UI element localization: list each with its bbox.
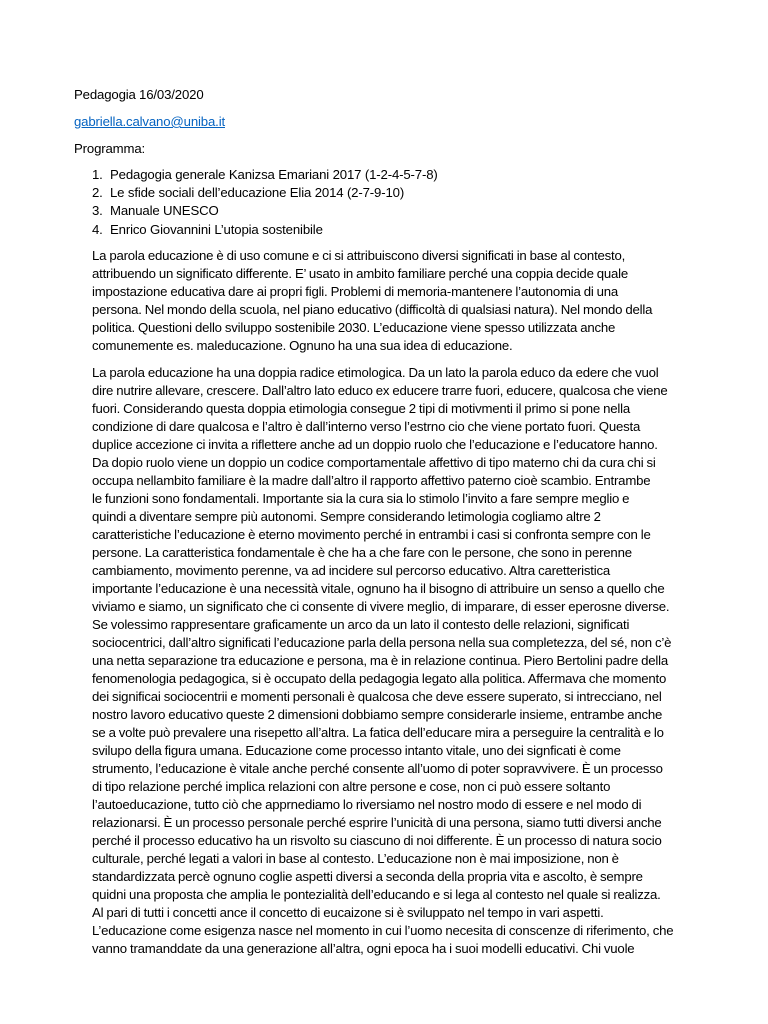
paragraph-line: se a volte può prevalere una risepetto all’altra. La fatica dell’educare mira a perseguire la centralità e lo: [92, 725, 664, 740]
paragraph-line: Al pari di tutti i concetti ance il concetto di eucaizone si è sviluppato nel tempo in vari aspetti.: [92, 905, 604, 920]
paragraph-line: fuori. Considerando questa doppia etimologia consegue 2 tipi di motivmenti il primo si pone nella: [92, 401, 630, 416]
programma-item: 1. Pedagogia generale Kanizsa Emariani 2017 (1-2-4-5-7-8): [92, 167, 438, 182]
paragraph-line: quindi a diventare sempre più autonomi. Sempre considerando letimologia cogliamo altre 2: [92, 509, 601, 524]
paragraph-line: importante l’educazione è una necessità vitale, ognuno ha il bisogno di attribuire un senso a quello che: [92, 581, 665, 596]
paragraph-line: sociocentrici, dall’altro significati l’educazione parla della persona nella sua completezza, del sé, non c’è: [92, 635, 672, 650]
paragraph-line: cambiamento, movimento perenne, va ad incidere sul percorso educativo. Altra caretteristica: [92, 563, 611, 578]
paragraph-line: attribuendo un significato differente. E’ usato in ambito familiare perché una coppia decide quale: [92, 266, 629, 281]
paragraph-line: nostro lavoro educativo queste 2 dimensioni dobbiamo sempre considerarle insieme, entrambe anche: [92, 707, 663, 722]
paragraph-line: Da dopio ruolo viene un doppio un codice comportamentale affettivo di tipo materno chi da cura chi si: [92, 455, 656, 470]
paragraph-line: una netta separazione tra educazione e persona, ma è in relazione continua. Piero Bertolini padre della: [92, 653, 669, 668]
paragraph-line: occupa nellambito familiare è la madre dall’altro il rapporto affettivo paterno cioè scambio. Entrambe: [92, 473, 651, 488]
paragraph-line: persone. La caratteristica fondamentale è che ha a che fare con le persone, che sono in perenne: [92, 545, 632, 560]
paragraph-line: dei significai sociocentrii e momenti personali è qualcosa che deve essere superato, si intrecciano, nel: [92, 689, 662, 704]
paragraph-line: perché il processo educativo ha un risvolto su ciascuno di noi differente. È un processo di natura socio: [92, 833, 662, 848]
programma-item: 3. Manuale UNESCO: [92, 203, 219, 219]
paragraph-line: relazionarsi. È un processo personale perché esprire l’unicità di una persona, siamo tutti diversi anche: [92, 815, 662, 830]
paragraph-line: strumento, l’educazione è vitale anche perché consente all’uomo di poter sopravvivere. È un processo: [92, 761, 663, 776]
programma-item: 4. Enrico Giovannini L’utopia sostenibile: [92, 221, 323, 237]
paragraph-line: persona. Nel mondo della scuola, nel piano educativo (difficoltà di qualsiasi natura). Nel mondo della: [92, 302, 653, 317]
paragraph-line: L’educazione come esigenza nasce nel momento in cui l’uomo necesita di conscenze di riferimento, che: [92, 923, 674, 938]
programma-label: Programma:: [74, 141, 146, 156]
paragraph-line: fenomenologia pedagogica, si è occupato della pedagogia legato alla politica. Affermava che momento: [92, 671, 667, 686]
paragraph-line: svilupo della figura umana. Educazione come processo intanto vitale, uno dei signficati è come: [92, 743, 621, 758]
paragraph-line: La parola educazione ha una doppia radice etimologica. Da un lato la parola educo da edere che vuol: [92, 365, 659, 380]
paragraph-line: condizione di dare qualcosa e l’altro è dall’interno verso l’estrno cio che viene portato fuori. Questa: [92, 419, 641, 434]
paragraph-line: La parola educazione è di uso comune e ci si attribuiscono diversi significati in base al contesto,: [92, 248, 626, 263]
paragraph-line: culturale, perché legati a valori in base al contesto. L’educazione non è mai imposizione, non è: [92, 851, 619, 866]
paragraph-line: viviamo e siamo, un significato che ci consente di vivere meglio, di imparare, di esser eperosne diverse.: [92, 599, 670, 614]
programma-list: [74, 166, 438, 239]
paragraph-line: duplice accezione ci invita a riflettere anche ad un doppio ruolo che l’educazione e l’educatore hanno.: [92, 437, 658, 452]
paragraph-line: di tipo relazione perché implica relazioni con altre persone e cose, non ci può essere soltanto: [92, 779, 611, 794]
email-link[interactable]: gabriella.calvano@uniba.it: [74, 114, 225, 129]
paragraph-line: politica. Questioni dello sviluppo sostenibile 2030. L’educazione viene spesso utilizzata anche: [92, 320, 616, 335]
paragraph-line: l’autoeducazione, tutto ciò che apprnediamo lo riversiamo nel nostro modo di essere e nel modo di: [92, 797, 642, 812]
paragraph-line: caratteristiche l’educazione è eterno movimento perché in entrambi i casi si confronta sempre con le: [92, 527, 651, 542]
paragraph-line: Se volessimo rappresentare graficamente un arco da un lato il contesto delle relazioni, significati: [92, 617, 630, 632]
paragraph-line: dire nutrire allevare, crescere. Dall’altro lato educo ex educere trarre fuori, educere, qualcosa che viene: [92, 383, 668, 398]
programma-item: 2. Le sfide sociali dell’educazione Elia 2014 (2-7-9-10): [92, 185, 405, 201]
paragraph-line: standardizzata percè ognuno coglie aspetti diversi a seconda della propria vita e ascolto, è sempre: [92, 869, 643, 884]
paragraph-line: quidni una proposta che amplia le pontezialità dell’educando e si lega al contesto nel quale si realizza.: [92, 887, 661, 902]
paragraph-line: comunemente es. maleducazione. Ognuno ha una sua idea di educazione.: [92, 338, 513, 353]
paragraph-line: vanno tramanddate da una generazione all’altra, ogni epoca ha i suoi modelli educativi. Chi vuole: [92, 941, 635, 956]
email-link-line: [74, 113, 225, 131]
paragraph-line: le funzioni sono fondamentali. Importante sia la cura sia lo stimolo l’invito a fare sempre meglio e: [92, 491, 630, 506]
paragraph-line: impostazione educativa dare ai propri figli. Problemi di memoria-mantenere l’autonomia di una: [92, 284, 619, 299]
document-title-line: Pedagogia 16/03/2020: [74, 87, 204, 102]
